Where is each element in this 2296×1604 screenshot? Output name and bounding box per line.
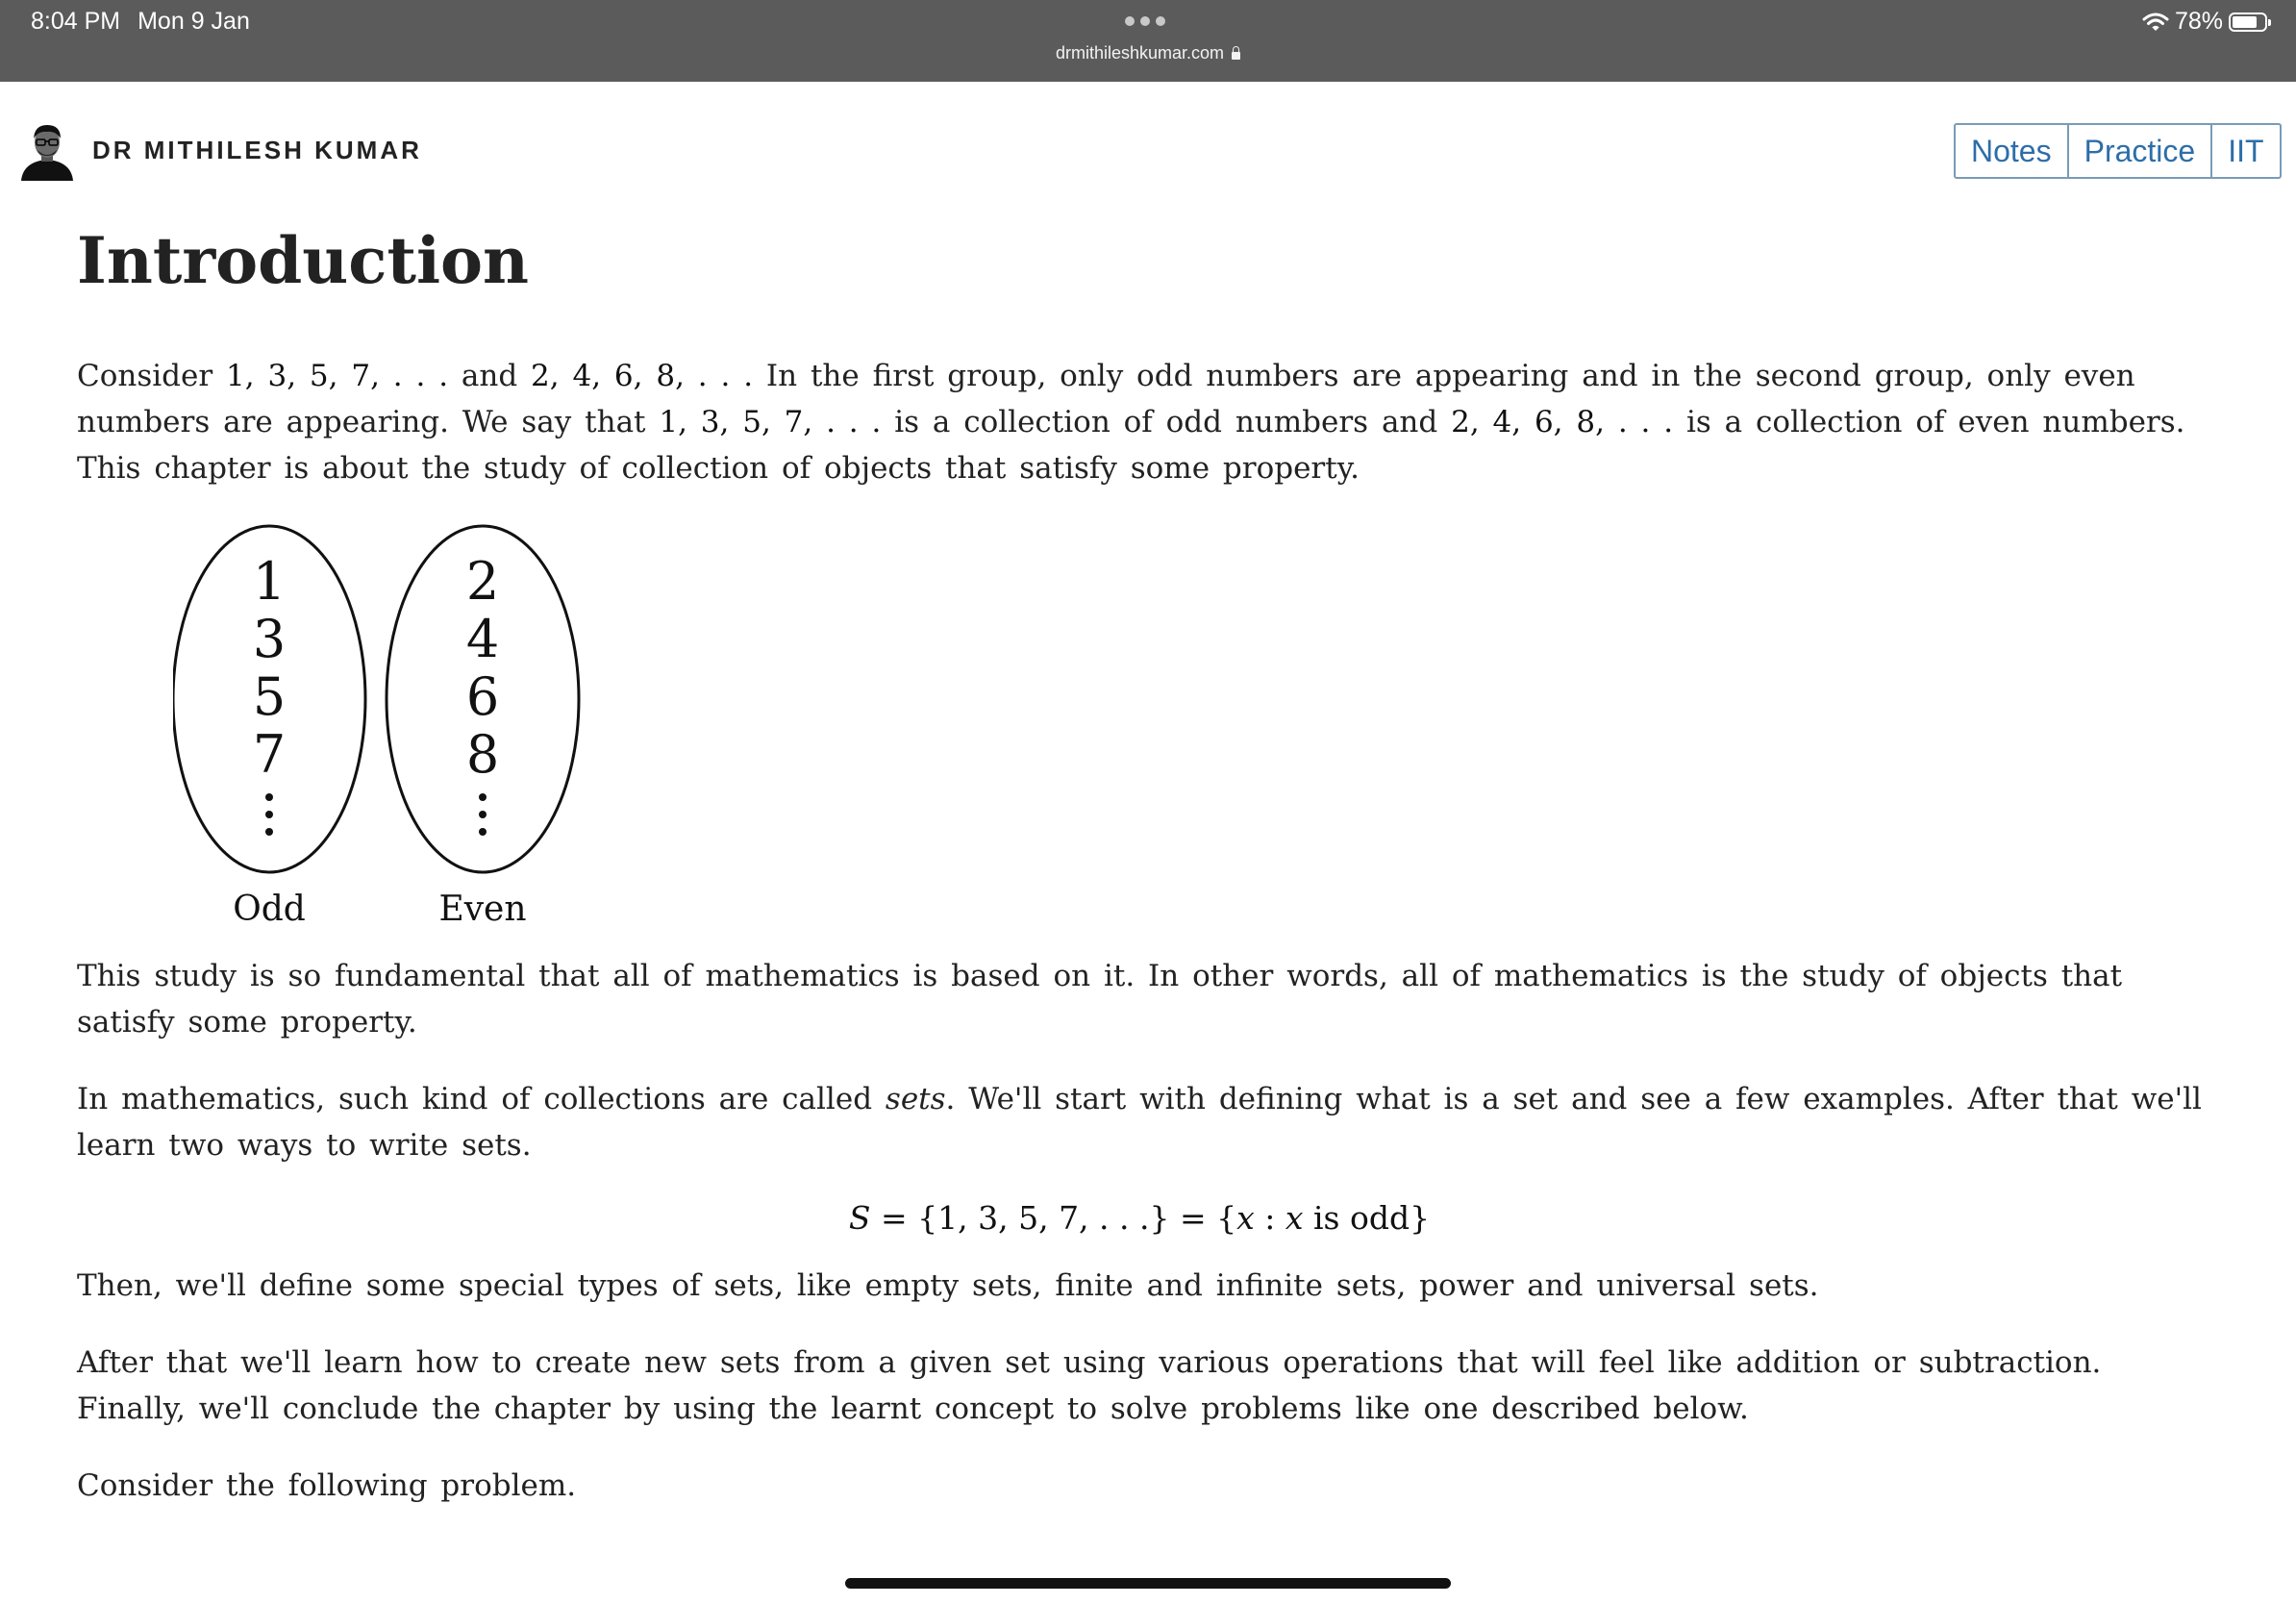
even-label: Even (438, 890, 527, 929)
vertical-ellipsis (265, 793, 487, 836)
site-name[interactable]: DR MITHILESH KUMAR (92, 135, 422, 164)
types-paragraph: Then, we'll define some special types of sets, like empty sets, finite and infinite sets, power and universal sets. (77, 1268, 1819, 1304)
status-time (31, 8, 250, 36)
math-odd-sequence: 1, 3, 5, 7, . . . (659, 405, 882, 440)
odd-number: 3 (252, 609, 287, 670)
avatar[interactable] (19, 119, 75, 181)
set-formula: S = {1, 3, 5, 7, . . .} = {x : x is odd} (848, 1199, 1431, 1238)
odd-number: 7 (252, 724, 287, 786)
sets-paragraph: In mathematics, such kind of collections are called sets. We'll start with defining what is a set and see a few examples. After that we'll learn two ways to write sets. (77, 1082, 2202, 1164)
even-number: 4 (465, 609, 500, 670)
odd-label: Odd (233, 890, 306, 929)
odd-number: 1 (252, 551, 287, 613)
browser-top-bar (0, 0, 2296, 82)
battery-icon (2229, 13, 2267, 32)
even-number: 8 (465, 724, 500, 786)
consider-paragraph: Consider the following problem. (77, 1468, 577, 1504)
status-right (2142, 8, 2267, 36)
url-text: drmithileshkumar.com (1055, 43, 1225, 63)
even-number: 2 (465, 551, 500, 613)
math-even-sequence: 2, 4, 6, 8, . . . (1451, 405, 1674, 440)
home-indicator[interactable] (845, 1578, 1451, 1589)
top-nav (1954, 123, 2282, 179)
math-even-sequence: 2, 4, 6, 8, . . . (531, 359, 754, 394)
lock-icon (1232, 52, 1240, 60)
even-number: 6 (465, 666, 500, 728)
status-date: Mon 9 Jan (137, 8, 250, 35)
site-header (19, 119, 422, 181)
battery-fill (2233, 16, 2257, 28)
nav-practice[interactable]: Practice (2067, 125, 2211, 177)
status-clock: 8:04 PM (31, 8, 121, 35)
wifi-icon (2142, 12, 2169, 33)
page-title: Introduction (77, 223, 530, 298)
tab-overview-dots[interactable] (1125, 16, 1165, 26)
study-paragraph: This study is so fundamental that all of mathematics is based on it. In other words, all of mathematics is the study of objects that satisfy some property. (77, 959, 2123, 1040)
odd-number: 5 (252, 666, 287, 728)
intro-paragraph: Consider 1, 3, 5, 7, . . . and 2, 4, 6, 8, . . . In the first group, only odd numbers are appearing and in the second group, only even numbers are appearing. We say that 1, 3, 5, 7, . . . is a collection of odd numbers and 2, 4, 6, 8, . . . is a collection of even numbers. This chapter is about the study of collection of objects that satisfy some property. (77, 359, 2185, 487)
emphasis-sets: sets (885, 1082, 946, 1117)
article (77, 223, 2202, 1509)
math-odd-sequence: 1, 3, 5, 7, . . . (226, 359, 449, 394)
address-bar[interactable] (0, 43, 2296, 63)
odd-even-diagram (173, 524, 615, 928)
operations-paragraph: After that we'll learn how to create new sets from a given set using various operations that will feel like addition or subtraction. Finally, we'll conclude the chapter by using the learnt concept to solve problems like one described below. (77, 1345, 2102, 1427)
battery-percent: 78% (2174, 8, 2223, 35)
nav-notes[interactable]: Notes (1971, 133, 2052, 168)
nav-iit[interactable]: IIT (2210, 125, 2279, 177)
